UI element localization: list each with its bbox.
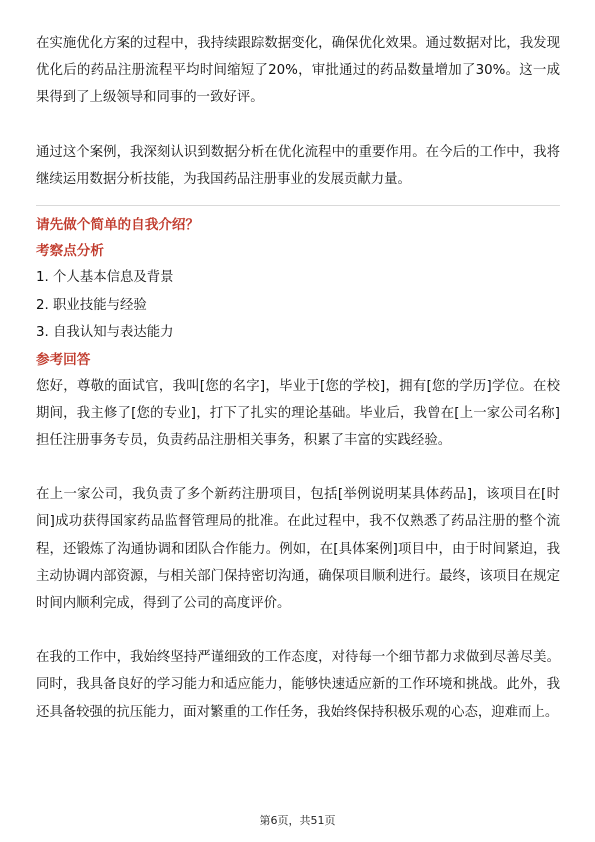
answer-paragraph: 在上一家公司，我负责了多个新药注册项目，包括[举例说明某具体药品]，该项目在[时间]成功获得国家药品监督管理局的批准。在此过程中，我不仅熟悉了药品注册的整个流程，还锻炼了沟通协调和团队合作能力。例如，在[具体案例]项目中，由于时间紧迫，我主动协调内部资源，与相关部门保持密切沟通，确保项目顺利进行。最终，该项目在规定时间内顺利完成，得到了公司的高度评价。 [36, 487, 560, 611]
analysis-heading: 考察点分析 [36, 243, 104, 260]
question-heading: 请先做个简单的自我介绍？ [36, 217, 200, 234]
section-divider [36, 205, 560, 206]
answer-paragraph: 您好，尊敬的面试官，我叫[您的名字]，毕业于[您的学校]，拥有[您的学历]学位。在校期间，我主修了[您的专业]，打下了扎实的理论基础。毕业后，我曾在[上一家公司名称]担任注册事务专员，负责药品注册相关事务，积累了丰富的实践经验。 [36, 378, 560, 448]
answer-heading: 参考回答 [36, 351, 91, 368]
paragraph-optimization-result: 在实施优化方案的过程中，我持续跟踪数据变化，确保优化效果。通过数据对比，我发现优化后的药品注册流程平均时间缩短了20%，审批通过的药品数量增加了30%。这一成果得到了上级领导和同事的一致好评。 [36, 36, 560, 106]
analysis-item: 1. 个人基本信息及背景 [36, 270, 174, 286]
document-page [36, 30, 560, 726]
page-number-footer: 第6页，共51页 [259, 814, 336, 827]
answer-paragraph: 在我的工作中，我始终坚持严谨细致的工作态度，对待每一个细节都力求做到尽善尽美。同时，我具备良好的学习能力和适应能力，能够快速适应新的工作环境和挑战。此外，我还具备较强的抗压能力，面对繁重的工作任务，我始终保持积极乐观的心态，迎难而上。 [36, 650, 560, 720]
paragraph-case-summary: 通过这个案例，我深刻认识到数据分析在优化流程中的重要作用。在今后的工作中，我将继续运用数据分析技能，为我国药品注册事业的发展贡献力量。 [36, 144, 560, 187]
analysis-item: 2. 职业技能与经验 [36, 297, 147, 313]
analysis-item: 3. 自我认知与表达能力 [36, 325, 174, 341]
